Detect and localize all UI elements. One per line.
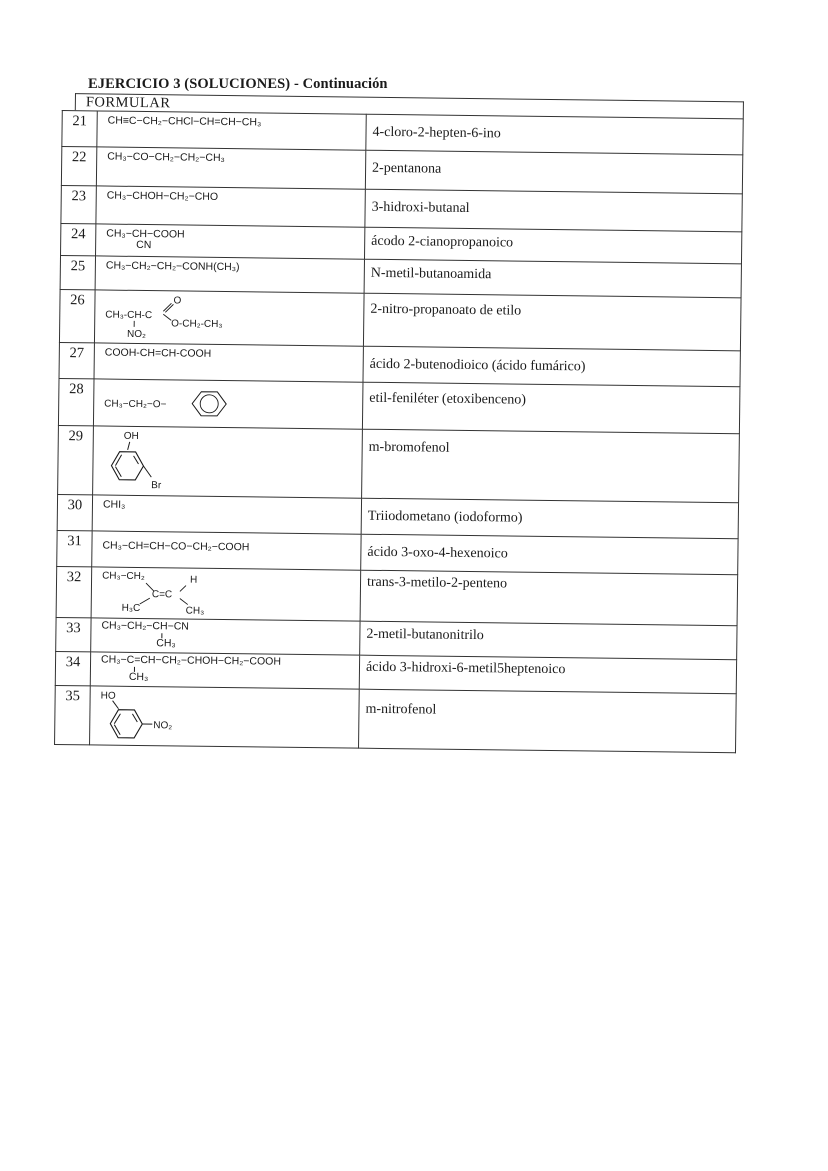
bromophenol-structure (103, 430, 184, 493)
compound-name: 2-metil-butanonitrilo (360, 621, 737, 660)
table-row (59, 289, 741, 350)
table-row (58, 378, 740, 433)
table-header: FORMULAR (75, 93, 744, 118)
formula: CHI₃ (102, 498, 126, 511)
compound-name: ácido 3-hidroxi-6-metil5heptenoico (359, 655, 736, 694)
compound-name: etil-feniléter (etoxibenceno) (362, 382, 740, 434)
compound-name: trans-3-metilo-2-penteno (360, 570, 738, 626)
formula-cell (96, 224, 365, 259)
page-title: EJERCICIO 3 (SOLUCIONES) - Continuación (88, 76, 388, 92)
row-number: 32 (56, 566, 92, 617)
ether-structure (104, 383, 264, 425)
formula-double-bond: C=C (151, 589, 173, 601)
compound-name: Triiodometano (iodoformo) (361, 498, 738, 539)
formula-cell (94, 290, 364, 346)
formula-cell (95, 256, 364, 293)
formula-substituent: CH₃ (156, 637, 176, 650)
formula-cell (97, 111, 366, 150)
compound-name: m-nitrofenol (359, 689, 737, 753)
formula-top: HO (100, 690, 116, 702)
formula-carbonyl-o: O (173, 295, 182, 307)
compound-name: m-bromofenol (362, 429, 740, 503)
formula-cell (90, 652, 359, 689)
formula: COOH-CH=CH-COOH (104, 346, 212, 360)
compound-name: 4-cloro-2-hepten-6-ino (366, 114, 743, 155)
table-row (56, 566, 738, 625)
formula: CH₃−CH−COOH (106, 227, 185, 241)
compound-name: N-metil-butanoamida (364, 259, 741, 298)
row-number: 31 (57, 530, 92, 566)
row-number: 34 (55, 651, 90, 685)
formula-hydrogen: H (189, 574, 198, 586)
row-number: 21 (62, 111, 97, 147)
formula-cell (92, 531, 361, 570)
formula: CH₃−CHOH−CH₂−CHO (106, 189, 219, 203)
formula: CH₃−CO−CH₂−CH₂−CH₃ (107, 150, 225, 164)
formula-ester: O-CH₂-CH₃ (171, 318, 223, 330)
row-number: 30 (57, 494, 92, 530)
formula-methyl-right: CH₃ (185, 605, 205, 617)
compound-name: 2-nitro-propanoato de etilo (363, 293, 741, 351)
compound-name: 3-hidroxi-butanal (365, 189, 742, 232)
formula-substituent: NO₂ (126, 328, 147, 341)
formula: CH₃−C=CH−CH₂−CHOH−CH₂−COOH (101, 653, 282, 668)
formula-cell (92, 495, 361, 534)
formula-main: CH₃-CH-C (105, 309, 153, 322)
row-number: 35 (55, 685, 91, 744)
row-number: 23 (61, 185, 96, 223)
row-number: 22 (61, 147, 96, 186)
row-number: 29 (58, 425, 94, 494)
row-number: 25 (60, 255, 95, 289)
formula-cell (91, 618, 360, 655)
formula-methyl-left: H₃C (121, 602, 141, 614)
formula-substituent: Br (151, 480, 162, 492)
row-number: 33 (56, 617, 91, 651)
formula: CH≡C−CH₂−CHCl−CH=CH−CH₃ (107, 114, 262, 129)
formula: CH₃−CH₂−O− (104, 398, 167, 411)
formula-cell (93, 379, 363, 429)
compound-name: ácido 2-butenodioico (ácido fumárico) (363, 346, 740, 387)
table-row (55, 685, 737, 752)
compound-name: 2-pentanona (365, 150, 742, 194)
formula-cell (93, 426, 363, 498)
compound-name: ácodo 2-cianopropanoico (364, 227, 741, 264)
row-number: 27 (59, 342, 94, 378)
formula-substituent: NO₂ (153, 720, 173, 732)
formula-ethyl: CH₃−CH₂ (102, 570, 145, 583)
benzene-ring-icon (192, 392, 226, 416)
alkene-structure (102, 571, 233, 617)
formula-cell (96, 186, 365, 227)
formula-substituent: CN (136, 238, 152, 252)
compound-name: ácido 3-oxo-4-hexenoico (361, 534, 738, 575)
formula-cell (90, 686, 360, 748)
formula-cell (94, 343, 363, 382)
table-row (58, 425, 740, 502)
benzene-ring-icon (110, 710, 142, 738)
formula-top: OH (123, 430, 139, 442)
formula: CH₃−CH₂−CH₂−CONH(CH₃) (105, 259, 240, 274)
exercise-table (54, 93, 744, 753)
formula: CH₃−CH=CH−CO−CH₂−COOH (102, 539, 250, 554)
formula: CH₃−CH₂−CH−CN (101, 619, 189, 633)
row-number: 28 (58, 378, 94, 425)
formula-substituent: CH₃ (128, 670, 149, 684)
ester-structure (105, 294, 276, 342)
row-number: 24 (61, 223, 96, 255)
row-number: 26 (59, 289, 95, 342)
nitrophenol-structure (100, 690, 211, 743)
formula-cell (96, 147, 365, 189)
benzene-ring-icon (111, 452, 143, 480)
formula-cell (91, 567, 361, 621)
